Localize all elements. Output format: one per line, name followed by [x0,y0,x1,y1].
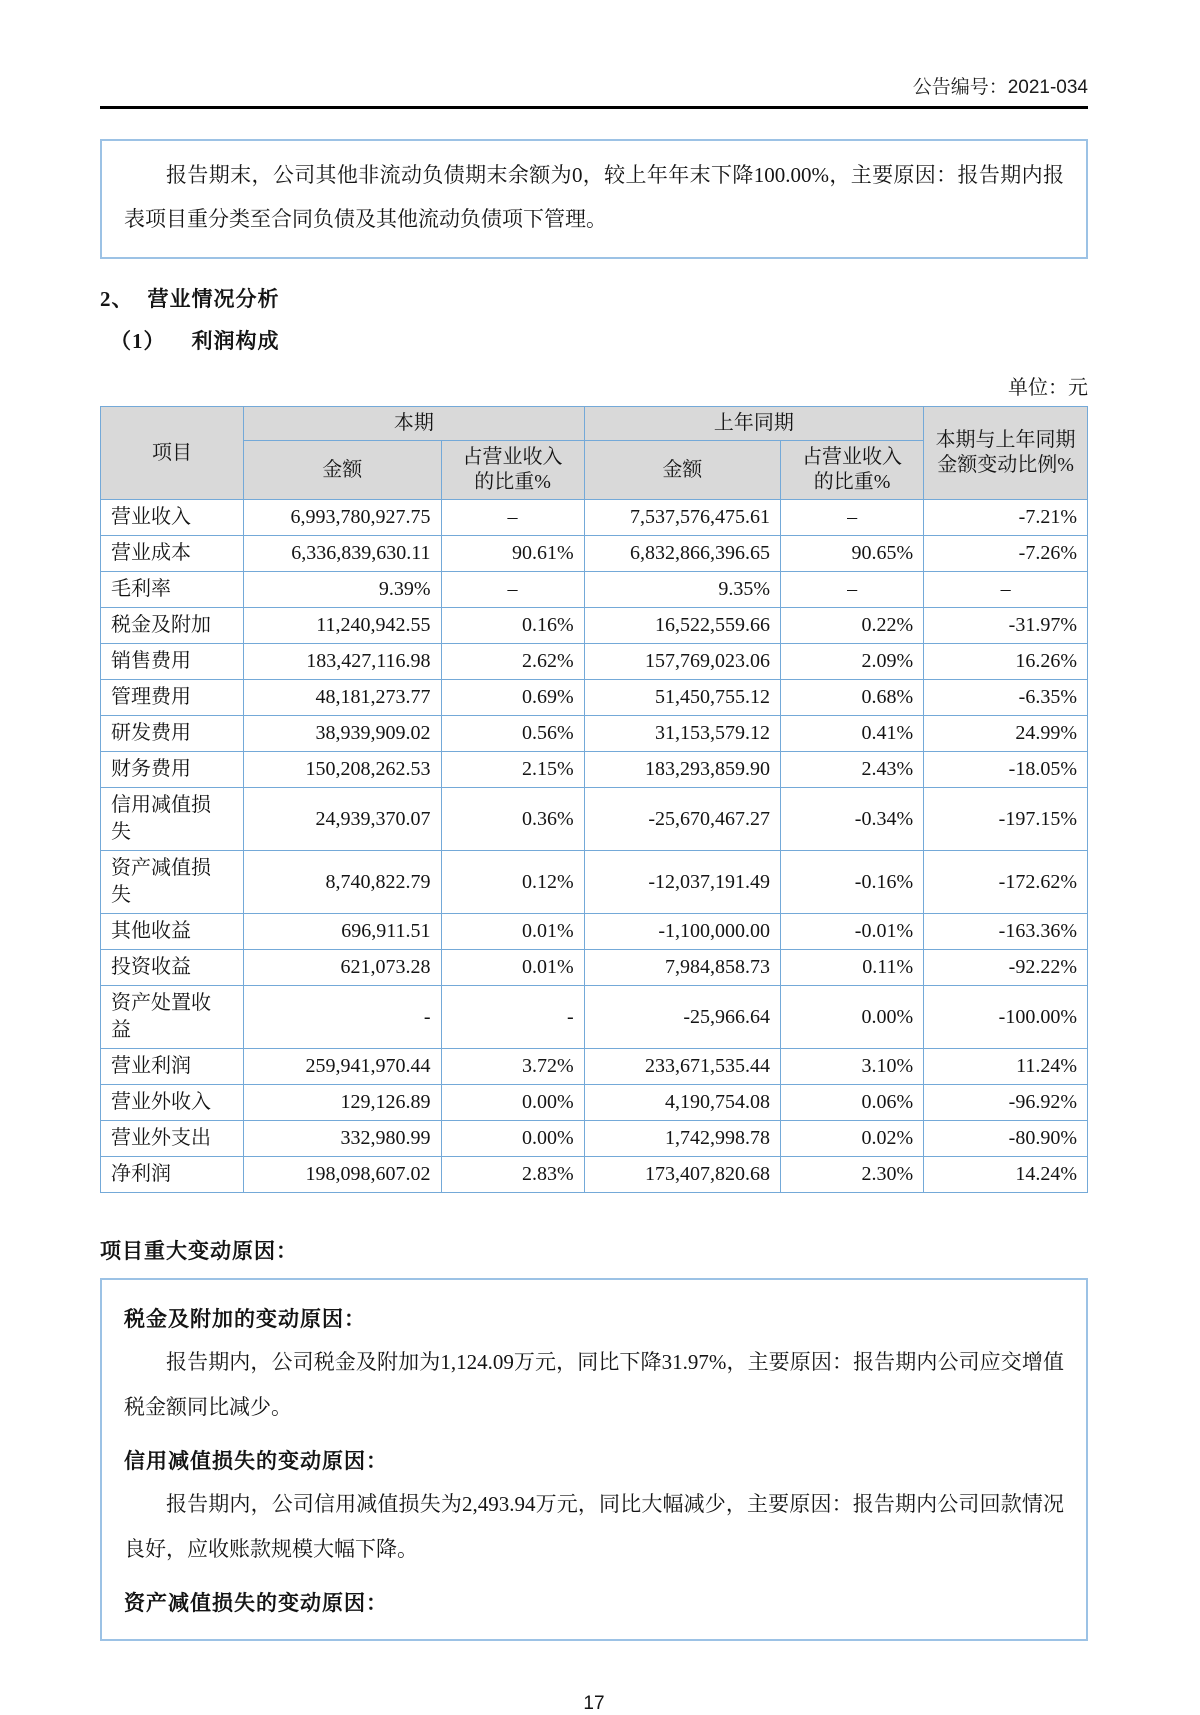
row-value-pre_pct: 90.65% [781,536,924,572]
table-row [101,752,1088,788]
row-item-label: 研发费用 [101,716,244,752]
row-value-pre_amt: -25,966.64 [584,986,780,1049]
row-value-pre_amt: 183,293,859.90 [584,752,780,788]
col-header-pct-line2: 的比重% [813,471,891,493]
row-value-cur_pct: 0.12% [441,851,584,914]
row-value-pre_amt: 1,742,998.78 [584,1121,780,1157]
profit-composition-table [100,406,1088,1193]
table-row [101,536,1088,572]
table-header [101,407,1088,500]
row-value-pre_amt: 51,450,755.12 [584,680,780,716]
row-value-pre_pct: – [781,572,924,608]
reason-section-body: 报告期内，公司税金及附加为1,124.09万元，同比下降31.97%，主要原因：报告期内公司应交增值税金额同比减少。 [124,1350,1064,1419]
row-value-chg: -6.35% [924,680,1088,716]
row-value-chg: -80.90% [924,1121,1088,1157]
row-value-cur_pct: 0.01% [441,914,584,950]
reason-section-title: 税金及附加的变动原因： [124,1307,366,1331]
row-value-chg: 24.99% [924,716,1088,752]
row-item-label: 管理费用 [101,680,244,716]
row-value-pre_pct: 2.43% [781,752,924,788]
subsection-title: 利润构成 [191,329,280,353]
row-value-pre_pct: -0.16% [781,851,924,914]
section-title: 营业情况分析 [147,287,280,311]
table-row [101,1049,1088,1085]
row-value-cur_pct: – [441,572,584,608]
row-value-cur_amt: 38,939,909.02 [244,716,441,752]
row-item-label: 信用减值损失 [101,788,244,851]
row-item-label: 营业收入 [101,500,244,536]
row-value-chg: -96.92% [924,1085,1088,1121]
row-item-label: 其他收益 [101,914,244,950]
row-value-pre_pct: 0.00% [781,986,924,1049]
row-value-cur_pct: – [441,500,584,536]
row-value-chg: -100.00% [924,986,1088,1049]
row-value-chg: -92.22% [924,950,1088,986]
unit-label: 单位：元 [1008,377,1088,399]
row-value-cur_amt: 6,336,839,630.11 [244,536,441,572]
row-value-cur_amt: 259,941,970.44 [244,1049,441,1085]
table-row [101,644,1088,680]
row-value-chg: -172.62% [924,851,1088,914]
announcement-number [100,72,1088,99]
row-value-chg: -197.15% [924,788,1088,851]
row-value-pre_amt: 7,537,576,475.61 [584,500,780,536]
table-row [101,788,1088,851]
row-value-cur_amt: 129,126.89 [244,1085,441,1121]
announcement-number-label: 公告编号： [912,77,1008,98]
row-value-chg: 14.24% [924,1157,1088,1193]
row-value-chg: -7.26% [924,536,1088,572]
row-value-cur_pct: 3.72% [441,1049,584,1085]
row-value-pre_amt: -1,100,000.00 [584,914,780,950]
announcement-number-value: 2021-034 [1007,77,1088,98]
row-value-cur_amt: - [244,986,441,1049]
row-value-pre_amt: 157,769,023.06 [584,644,780,680]
row-value-cur_amt: 48,181,273.77 [244,680,441,716]
row-value-pre_amt: 16,522,559.66 [584,608,780,644]
col-header-change-line2: 金额变动比例% [937,454,1074,476]
row-value-pre_amt: 4,190,754.08 [584,1085,780,1121]
change-reasons-box [100,1278,1088,1641]
reason-section-body: 报告期内，公司信用减值损失为2,493.94万元，同比大幅减少，主要原因：报告期内公司回款情况良好，应收账款规模大幅下降。 [124,1492,1064,1561]
row-item-label: 营业外收入 [101,1085,244,1121]
table-row [101,1085,1088,1121]
table-row [101,986,1088,1049]
row-value-pre_pct: 2.30% [781,1157,924,1193]
row-value-pre_amt: -25,670,467.27 [584,788,780,851]
row-value-pre_amt: 173,407,820.68 [584,1157,780,1193]
col-header-change [924,407,1088,500]
row-item-label: 资产处置收益 [101,986,244,1049]
row-value-pre_pct: 0.41% [781,716,924,752]
col-header-change-line1: 本期与上年同期 [935,429,1076,451]
col-header-prior-pct [781,441,924,500]
col-header-pct-line1: 占营业收入 [802,446,903,468]
row-value-pre_amt: 7,984,858.73 [584,950,780,986]
row-value-chg: -163.36% [924,914,1088,950]
row-item-label: 资产减值损失 [101,851,244,914]
reason-section-title: 信用减值损失的变动原因： [124,1449,388,1473]
table-row [101,914,1088,950]
table-row [101,1157,1088,1193]
row-value-chg: 16.26% [924,644,1088,680]
row-value-cur_amt: 621,073.28 [244,950,441,986]
table-row [101,716,1088,752]
row-value-pre_amt: 6,832,866,396.65 [584,536,780,572]
col-header-pct-line1: 占营业收入 [462,446,563,468]
row-value-pre_pct: 0.68% [781,680,924,716]
table-body [101,500,1088,1193]
row-value-pre_pct: – [781,500,924,536]
row-item-label: 营业利润 [101,1049,244,1085]
row-value-cur_amt: 183,427,116.98 [244,644,441,680]
subsection-heading [100,325,1088,355]
row-value-pre_pct: 0.22% [781,608,924,644]
row-value-cur_pct: 0.00% [441,1085,584,1121]
row-value-pre_pct: 2.09% [781,644,924,680]
row-value-cur_pct: 0.36% [441,788,584,851]
row-value-chg: -31.97% [924,608,1088,644]
row-value-chg: -7.21% [924,500,1088,536]
table-row [101,851,1088,914]
row-value-pre_amt: -12,037,191.49 [584,851,780,914]
row-value-cur_amt: 9.39% [244,572,441,608]
section-heading [100,283,1088,313]
row-value-pre_amt: 31,153,579.12 [584,716,780,752]
row-value-cur_pct: - [441,986,584,1049]
row-value-cur_amt: 332,980.99 [244,1121,441,1157]
row-value-cur_amt: 198,098,607.02 [244,1157,441,1193]
section-number: 2、 [100,287,134,311]
col-header-prior-amount: 金额 [584,441,780,500]
table-row [101,500,1088,536]
row-item-label: 营业外支出 [101,1121,244,1157]
table-row [101,1121,1088,1157]
row-value-cur_amt: 696,911.51 [244,914,441,950]
row-value-chg: -18.05% [924,752,1088,788]
row-item-label: 营业成本 [101,536,244,572]
col-header-current-pct [441,441,584,500]
row-value-pre_pct: 0.02% [781,1121,924,1157]
row-value-cur_amt: 150,208,262.53 [244,752,441,788]
subsection-number: （1） [110,329,166,353]
reasons-heading: 项目重大变动原因： [100,1239,298,1263]
row-item-label: 税金及附加 [101,608,244,644]
row-value-chg: 11.24% [924,1049,1088,1085]
row-value-pre_pct: 0.06% [781,1085,924,1121]
row-value-chg: – [924,572,1088,608]
row-value-cur_amt: 8,740,822.79 [244,851,441,914]
row-value-cur_pct: 90.61% [441,536,584,572]
header-rule [100,106,1088,109]
row-value-cur_pct: 0.69% [441,680,584,716]
row-value-cur_pct: 0.00% [441,1121,584,1157]
row-item-label: 净利润 [101,1157,244,1193]
table-row [101,950,1088,986]
row-value-cur_pct: 0.16% [441,608,584,644]
col-header-prior-period: 上年同期 [584,407,924,441]
row-value-pre_amt: 233,671,535.44 [584,1049,780,1085]
table-row [101,608,1088,644]
table-row [101,572,1088,608]
row-value-pre_amt: 9.35% [584,572,780,608]
row-value-cur_amt: 24,939,370.07 [244,788,441,851]
col-header-item: 项目 [101,407,244,500]
row-value-cur_pct: 2.15% [441,752,584,788]
row-item-label: 投资收益 [101,950,244,986]
row-value-cur_pct: 2.83% [441,1157,584,1193]
other-noncurrent-liabilities-note-box [100,139,1088,259]
row-value-pre_pct: -0.01% [781,914,924,950]
col-header-current-amount: 金额 [244,441,441,500]
col-header-pct-line2: 的比重% [474,471,551,493]
table-row [101,680,1088,716]
row-value-pre_pct: -0.34% [781,788,924,851]
reason-section-title: 资产减值损失的变动原因： [124,1591,388,1615]
row-value-cur_amt: 11,240,942.55 [244,608,441,644]
page-number: 17 [583,1693,605,1714]
row-value-cur_amt: 6,993,780,927.75 [244,500,441,536]
other-noncurrent-liabilities-note-text: 报告期末，公司其他非流动负债期末余额为0，较上年年末下降100.00%，主要原因：报告期内报表项目重分类至合同负债及其他流动负债项下管理。 [124,163,1064,231]
col-header-current-period: 本期 [244,407,585,441]
row-value-pre_pct: 3.10% [781,1049,924,1085]
row-value-cur_pct: 2.62% [441,644,584,680]
row-value-pre_pct: 0.11% [781,950,924,986]
row-item-label: 毛利率 [101,572,244,608]
row-value-cur_pct: 0.56% [441,716,584,752]
row-item-label: 财务费用 [101,752,244,788]
row-value-cur_pct: 0.01% [441,950,584,986]
row-item-label: 销售费用 [101,644,244,680]
